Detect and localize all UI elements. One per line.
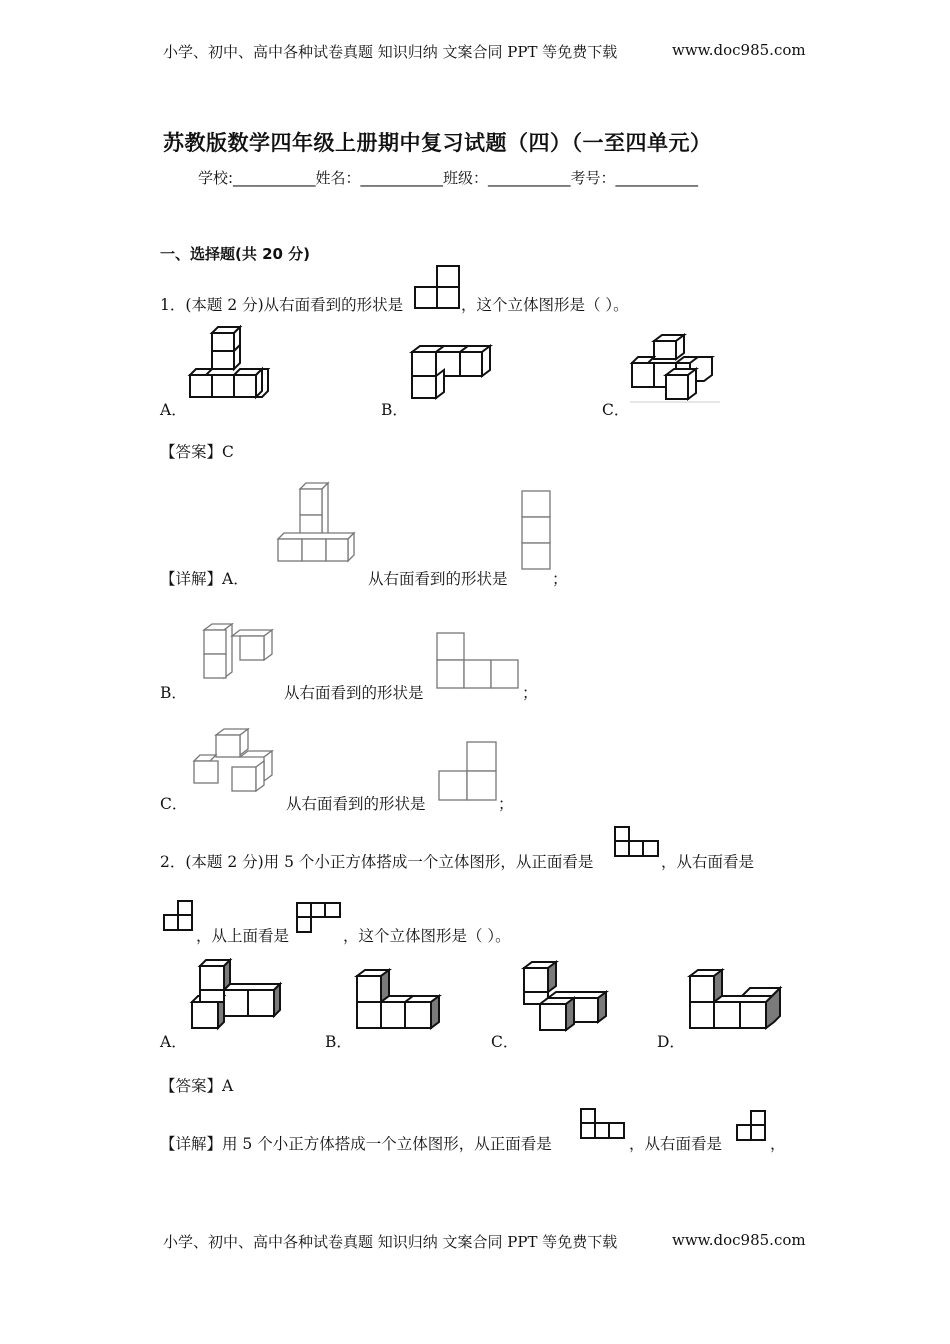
page-header-url[interactable]: www.doc985.com bbox=[672, 41, 806, 59]
q1-option-b-figure[interactable] bbox=[410, 344, 492, 400]
q2-answer: 【答案】A bbox=[160, 1077, 234, 1095]
page-title: 苏教版数学四年级上册期中复习试题（四）（一至四单元） bbox=[163, 131, 712, 155]
q1-detail-c-view bbox=[438, 741, 498, 801]
q2-option-a-figure[interactable] bbox=[190, 960, 284, 1030]
q1-detail-b-figure bbox=[202, 622, 274, 680]
q1-option-a-label[interactable]: A． bbox=[160, 401, 187, 419]
q1-detail-b-label: B． bbox=[160, 684, 187, 702]
q1-option-b-label[interactable]: B． bbox=[381, 401, 408, 419]
q1-detail-b-phrase: 从右面看到的形状是 bbox=[284, 684, 424, 702]
q1-option-a-figure[interactable] bbox=[190, 327, 272, 401]
q1-right-view-figure bbox=[414, 265, 460, 309]
q1-detail-c-label: C． bbox=[160, 795, 188, 813]
q1-detail-b-semicolon: ； bbox=[522, 684, 538, 702]
q1-detail-c-phrase: 从右面看到的形状是 bbox=[286, 795, 426, 813]
q2-option-b-label[interactable]: B． bbox=[325, 1033, 352, 1051]
q1-detail-c-semicolon: ； bbox=[498, 795, 514, 813]
q2-stem-part4: ，这个立体图形是（ ）。 bbox=[343, 927, 511, 945]
q1-detail-a-label: 【详解】A． bbox=[160, 570, 249, 588]
page-footer-url[interactable]: www.doc985.com bbox=[672, 1231, 806, 1249]
q2-option-b-figure[interactable] bbox=[355, 968, 443, 1032]
q1-detail-a-phrase: 从右面看到的形状是 bbox=[368, 570, 508, 588]
q2-stem-part3: ，从上面看是 bbox=[196, 927, 290, 945]
page-footer-text: 小学、初中、高中各种试卷真题 知识归纳 文案合同 PPT 等免费下载 bbox=[163, 1233, 618, 1251]
q2-detail-front-view bbox=[580, 1108, 626, 1140]
section-heading: 一、选择题(共 20 分) bbox=[160, 245, 311, 263]
q2-option-a-label[interactable]: A． bbox=[160, 1033, 187, 1051]
q2-detail-right-view bbox=[736, 1110, 768, 1142]
q2-option-d-figure[interactable] bbox=[688, 968, 784, 1032]
q2-option-c-figure[interactable] bbox=[522, 960, 610, 1032]
q2-right-view-figure bbox=[163, 900, 195, 932]
q1-detail-a-view bbox=[521, 490, 551, 572]
q1-answer: 【答案】C bbox=[160, 443, 234, 461]
q2-detail-part1: 【详解】用 5 个小正方体搭成一个立体图形，从正面看是 bbox=[160, 1135, 552, 1153]
q2-detail-part2: ，从右面看是 bbox=[629, 1135, 723, 1153]
q1-detail-a-semicolon: ； bbox=[552, 570, 568, 588]
student-info-line: 学校:___________姓名：___________班级：___________考号：___________ bbox=[198, 169, 699, 187]
q1-stem-before: 1．(本题 2 分)从右面看到的形状是 bbox=[160, 296, 404, 314]
q2-stem-part1: 2．(本题 2 分)用 5 个小正方体搭成一个立体图形，从正面看是 bbox=[160, 853, 594, 871]
q1-option-c-figure[interactable] bbox=[630, 333, 720, 403]
q1-detail-c-figure bbox=[192, 727, 274, 793]
q2-top-view-figure bbox=[296, 902, 342, 934]
q2-option-c-label[interactable]: C． bbox=[491, 1033, 519, 1051]
q2-stem-part2: ，从右面看是 bbox=[661, 853, 755, 871]
q2-option-d-label[interactable]: D． bbox=[657, 1033, 685, 1051]
q1-stem-after: ，这个立体图形是（ ）。 bbox=[461, 296, 629, 314]
q2-front-view-figure bbox=[614, 826, 660, 858]
q1-option-c-label[interactable]: C． bbox=[602, 401, 630, 419]
q1-detail-b-view bbox=[436, 632, 520, 690]
page-header-text: 小学、初中、高中各种试卷真题 知识归纳 文案合同 PPT 等免费下载 bbox=[163, 43, 618, 61]
q1-detail-a-figure bbox=[276, 483, 358, 563]
q2-detail-part3: ， bbox=[770, 1135, 786, 1153]
